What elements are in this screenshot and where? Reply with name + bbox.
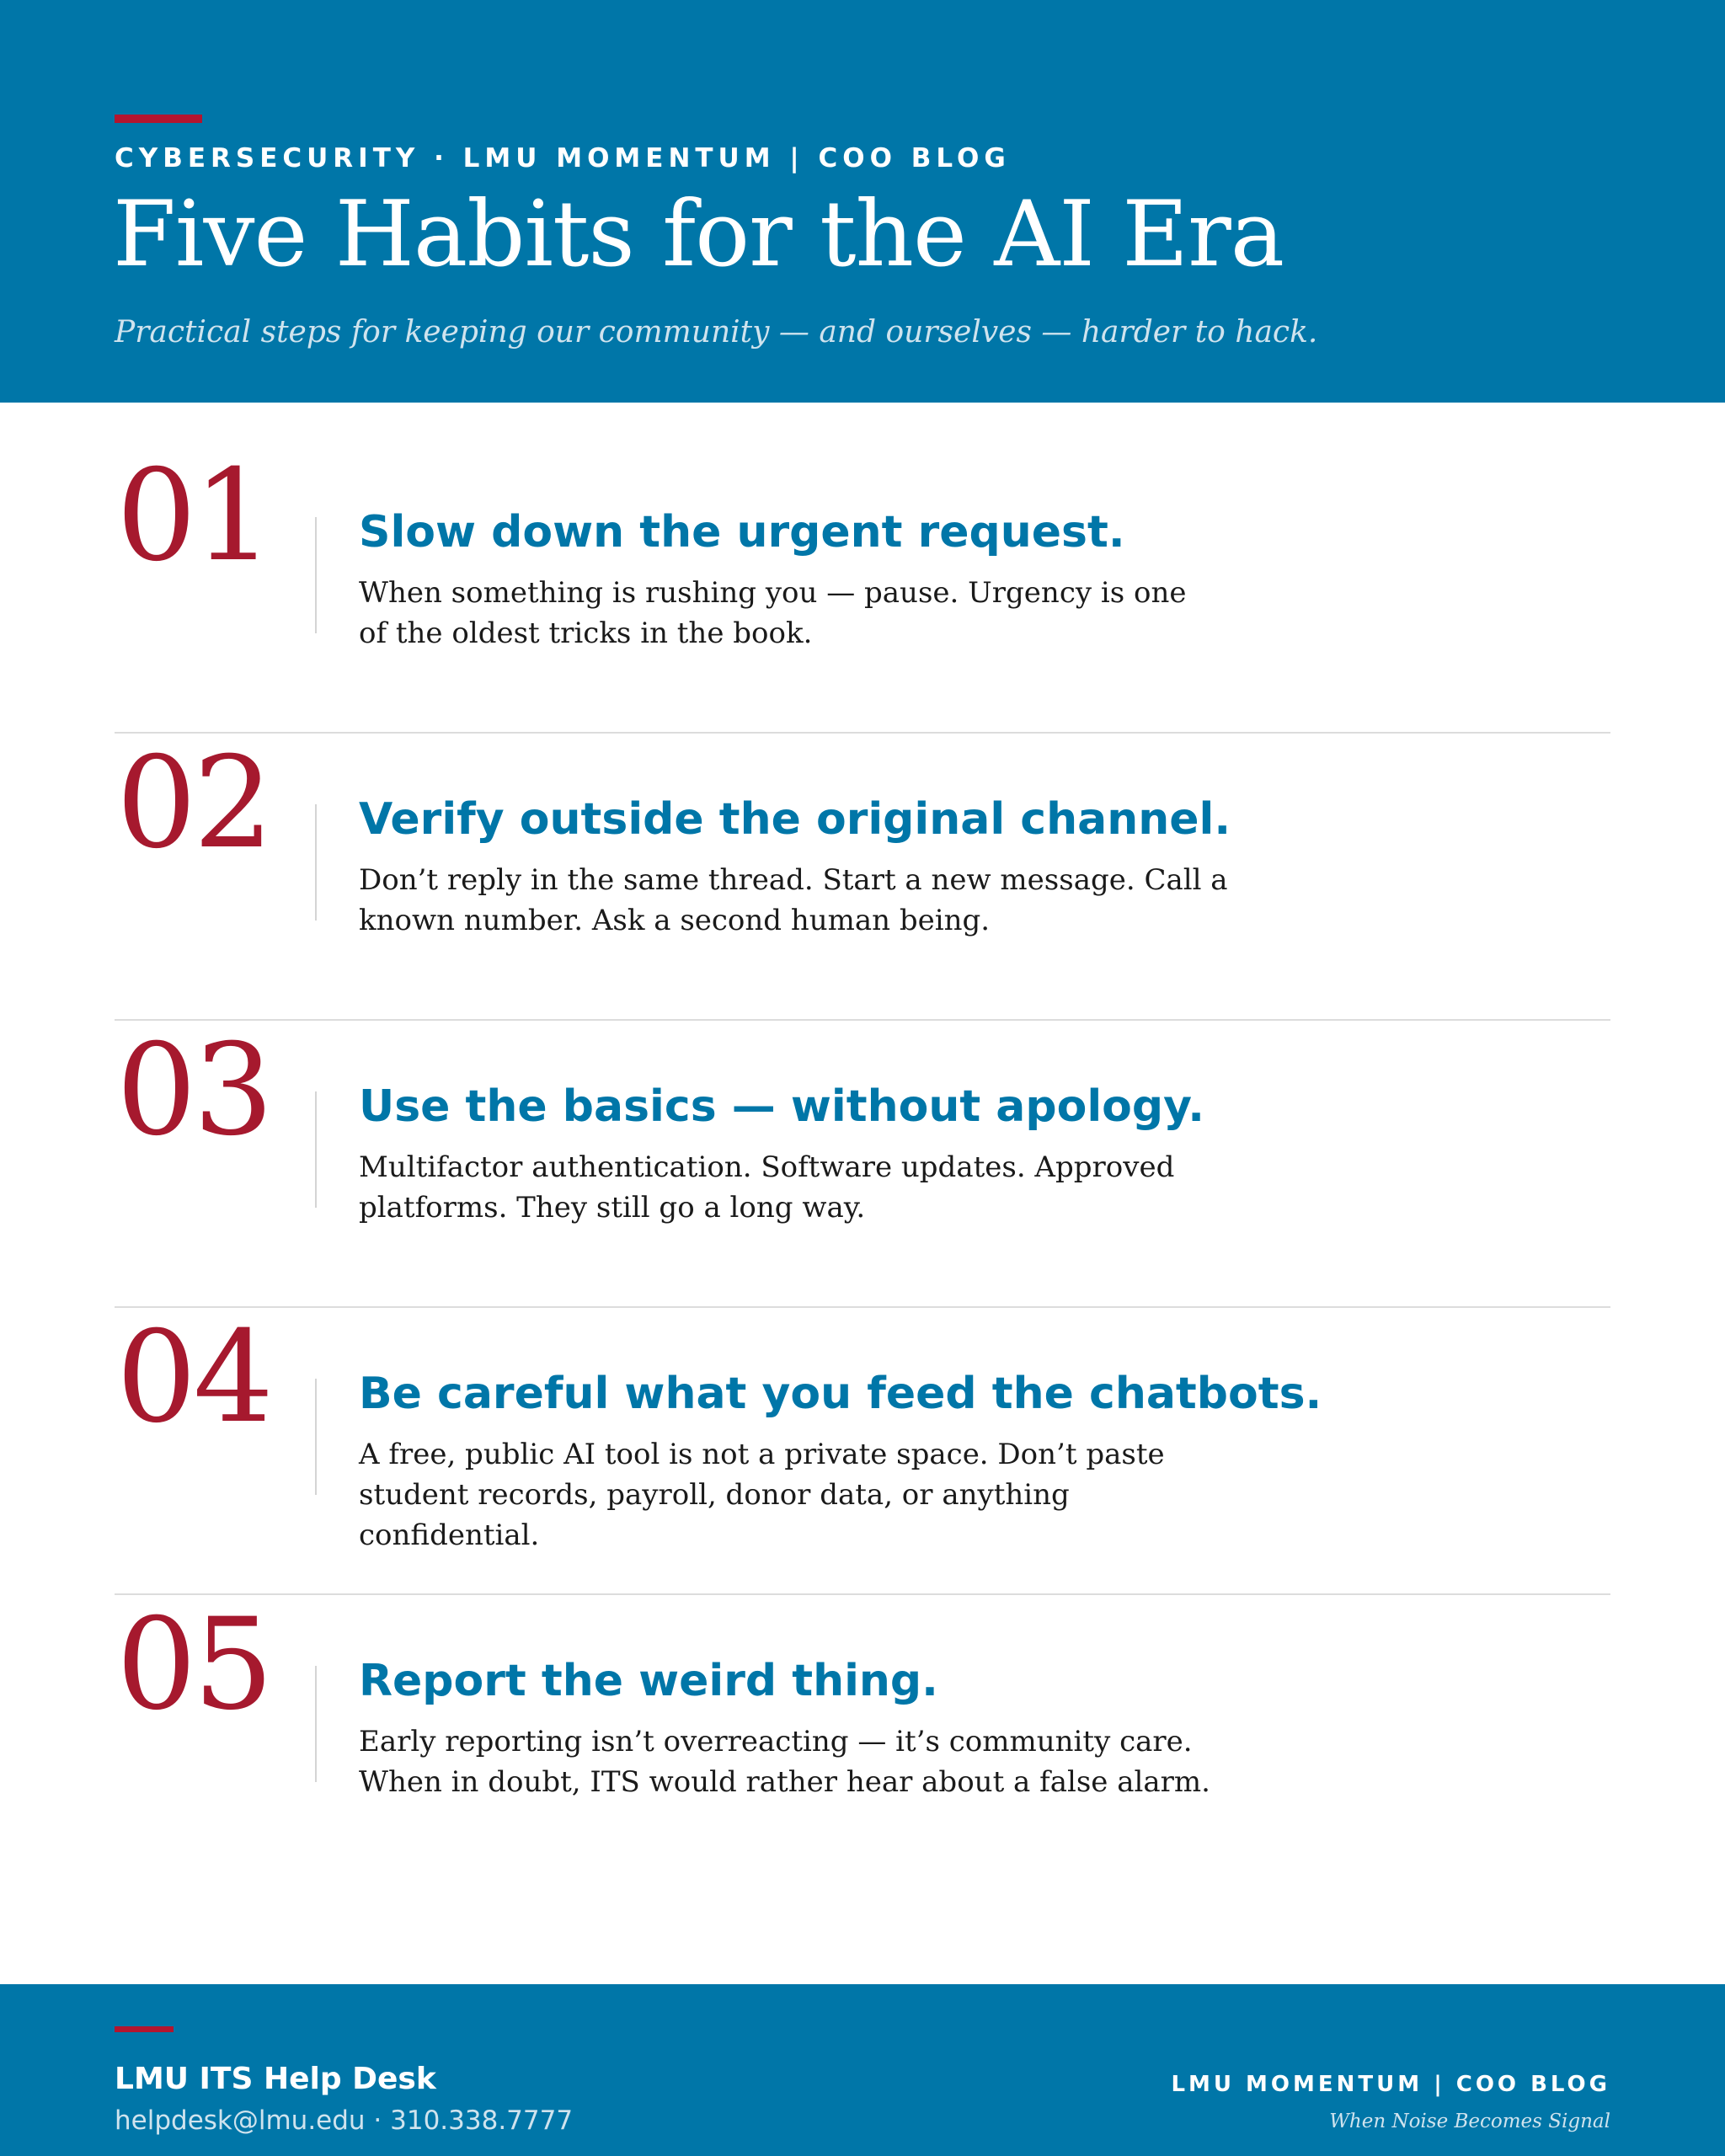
habit-item-5: [0, 1551, 1725, 1838]
habit-number: 03: [116, 1017, 270, 1164]
footer-org-name: LMU ITS Help Desk: [115, 2062, 436, 2096]
header-kicker: CYBERSECURITY · LMU MOMENTUM | COO BLOG: [115, 143, 1011, 173]
footer-brand: LMU MOMENTUM | COO BLOG: [1171, 2072, 1610, 2097]
habit-item-2: [0, 690, 1725, 977]
habit-number: 05: [116, 1592, 270, 1738]
habit-title: Be careful what you feed the chatbots.: [359, 1369, 1322, 1419]
habit-body: A free, public AI tool is not a private space. Don’t paste student records, payroll, donor data, or anything confidential.: [359, 1438, 1165, 1552]
footer-tagline: When Noise Becomes Signal: [1329, 2111, 1610, 2132]
habit-item-4: [0, 1264, 1725, 1551]
page-subtitle: Practical steps for keeping our community — and ourselves — harder to hack.: [115, 315, 1318, 350]
habit-title: Use the basics — without apology.: [359, 1081, 1204, 1132]
habit-number: 01: [116, 443, 270, 590]
habit-vertical-rule: [315, 1379, 317, 1495]
habit-item-1: [0, 403, 1725, 690]
page-header: [0, 0, 1725, 403]
footer-accent-bar: [115, 2026, 174, 2032]
habit-body: Multifactor authentication. Software updates. Approved platforms. They still go a long way.: [359, 1150, 1175, 1225]
habit-body: Don’t reply in the same thread. Start a new message. Call a known number. Ask a second human being.: [359, 863, 1228, 937]
habit-number: 02: [116, 730, 270, 877]
habit-vertical-rule: [315, 1091, 317, 1208]
habit-body: When something is rushing you — pause. Urgency is one of the oldest tricks in the book.: [359, 576, 1187, 650]
habit-title: Report the weird thing.: [359, 1656, 938, 1706]
habit-vertical-rule: [315, 804, 317, 921]
habit-vertical-rule: [315, 1666, 317, 1782]
habit-title: Slow down the urgent request.: [359, 507, 1125, 558]
habit-body: Early reporting isn’t overreacting — it’s community care. When in doubt, ITS would rather hear about a false alarm.: [359, 1725, 1210, 1799]
habit-vertical-rule: [315, 517, 317, 633]
page-footer: [0, 1984, 1725, 2156]
habit-item-3: [0, 977, 1725, 1264]
habit-title: Verify outside the original channel.: [359, 794, 1231, 845]
header-accent-bar: [115, 115, 202, 123]
footer-contact-info: helpdesk@lmu.edu · 310.338.7777: [115, 2105, 574, 2136]
habit-number: 04: [116, 1305, 270, 1451]
page-title: Five Habits for the AI Era: [113, 182, 1284, 287]
